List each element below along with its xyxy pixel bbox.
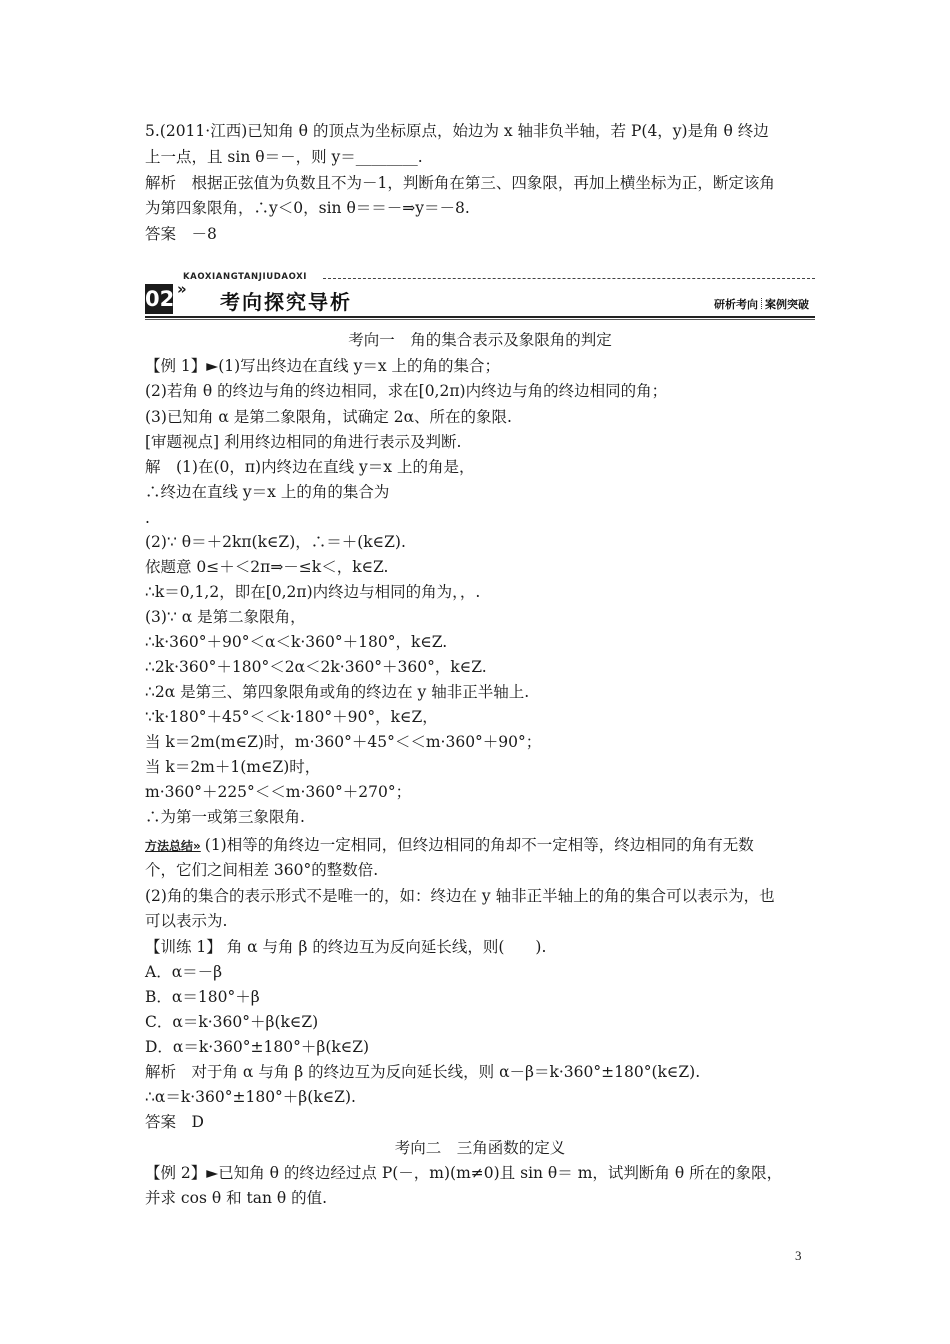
example1-line: 当 k＝2m(m∈Z)时，m·360°＋45°＜＜m·360°＋90°；	[145, 733, 542, 751]
training1-analysis: 解析 对于角 α 与角 β 的终边互为反向延长线，则 α－β＝k·360°±180°(k∈Z).	[145, 1063, 701, 1081]
training1-option: A．α＝－β	[145, 963, 223, 981]
banner-rule-thin	[145, 319, 815, 320]
training1-option: D．α＝k·360°±180°＋β(k∈Z)	[145, 1038, 370, 1056]
method-summary-line: 可以表示为.	[145, 912, 228, 930]
method-summary-line: (2)角的集合的表示形式不是唯一的，如：终边在 y 轴非正半轴上的角的集合可以表示为，也	[145, 887, 775, 905]
example1-line: (3)已知角 α 是第二象限角，试确定 2α、所在的象限.	[145, 408, 512, 426]
example1-line: ∴为第一或第三象限角.	[145, 808, 305, 826]
banner-title: 考向探究导析	[220, 290, 352, 314]
training1-answer: 答案 D	[145, 1113, 204, 1131]
section-banner	[145, 270, 815, 320]
section2-heading: 考向二 三角函数的定义	[394, 1139, 566, 1157]
method-summary-tag: 方法总结»	[145, 839, 201, 853]
example2-line: 【例 2】►已知角 θ 的终边经过点 P(－，m)(m≠0)且 sin θ＝ m，试判断角 θ 所在的象限，	[145, 1164, 783, 1182]
training1-option: B．α＝180°＋β	[145, 988, 260, 1006]
problem5-line1: 5.(2011·江西)已知角 θ 的顶点为坐标原点，始边为 x 轴非负半轴，若 P(4，y)是角 θ 终边	[145, 122, 769, 140]
example1-line: 依题意 0≤＋＜2π⇒－≤k＜，k∈Z.	[145, 558, 389, 576]
banner-tag-right: 案例突破	[765, 298, 809, 311]
example1-line: ∴k＝0,1,2，即在[0,2π)内终边与相同的角为，，.	[145, 583, 481, 601]
example1-line: 当 k＝2m＋1(m∈Z)时，	[145, 758, 321, 776]
example1-line: (2)若角 θ 的终边与角的终边相同，求在[0,2π)内终边与角的终边相同的角；	[145, 382, 668, 400]
example1-line: .	[145, 509, 150, 527]
example1-line: (3)∵ α 是第二象限角，	[145, 608, 306, 626]
example1-line: ∵k·180°＋45°＜＜k·180°＋90°，k∈Z，	[145, 708, 438, 726]
page-number: 3	[795, 1248, 802, 1263]
problem5-line2: 上一点，且 sin θ＝－，则 y＝________.	[145, 148, 423, 166]
method-summary-line	[145, 834, 815, 857]
banner-tag	[714, 296, 809, 312]
example2-line: 并求 cos θ 和 tan θ 的值.	[145, 1189, 328, 1207]
example1-line: 解 (1)在(0，π)内终边在直线 y＝x 上的角是，	[145, 458, 475, 476]
example1-line: ∴终边在直线 y＝x 上的角的集合为	[145, 483, 390, 501]
example1-line: ∴k·360°＋90°＜α＜k·360°＋180°，k∈Z.	[145, 633, 448, 651]
banner-tag-left: 研析考向	[714, 298, 758, 311]
example1-line: [审题视点] 利用终边相同的角进行表示及判断.	[145, 433, 462, 451]
example1-line: 【例 1】►(1)写出终边在直线 y＝x 上的角的集合；	[145, 357, 501, 375]
banner-pinyin: KAOXIANGTANJIUDAOXI	[183, 272, 308, 282]
banner-rule	[145, 316, 815, 318]
method-summary-line: 个，它们之间相差 360°的整数倍.	[145, 861, 379, 879]
method-summary-text: (1)相等的角终边一定相同，但终边相同的角却不一定相等，终边相同的角有无数	[204, 836, 754, 854]
training1-line: 【训练 1】 角 α 与角 β 的终边互为反向延长线，则( ).	[145, 938, 547, 956]
training1-option: C．α＝k·360°＋β(k∈Z)	[145, 1013, 319, 1031]
problem5-analysis-line2: 为第四象限角，∴y＜0，sin θ＝＝－⇒y＝－8.	[145, 199, 470, 217]
example1-line: ∴2k·360°＋180°＜2α＜2k·360°＋360°，k∈Z.	[145, 658, 487, 676]
problem5-analysis-line1: 解析 根据正弦值为负数且不为－1，判断角在第三、四象限，再加上横坐标为正，断定该角	[145, 174, 775, 192]
section1-heading: 考向一 角的集合表示及象限角的判定	[348, 331, 612, 349]
training1-analysis: ∴α＝k·360°±180°＋β(k∈Z).	[145, 1088, 356, 1106]
example1-line: m·360°＋225°＜＜m·360°＋270°；	[145, 783, 412, 801]
chevron-icon: »	[177, 280, 187, 298]
example1-line: ∴2α 是第三、第四象限角或角的终边在 y 轴非正半轴上.	[145, 683, 530, 701]
banner-number-badge: 02	[145, 284, 173, 314]
problem5-answer: 答案 －8	[145, 225, 217, 243]
example1-line: (2)∵ θ＝＋2kπ(k∈Z)，∴＝＋(k∈Z).	[145, 533, 406, 551]
banner-tag-separator	[761, 298, 762, 309]
banner-dashed-line	[323, 278, 815, 279]
